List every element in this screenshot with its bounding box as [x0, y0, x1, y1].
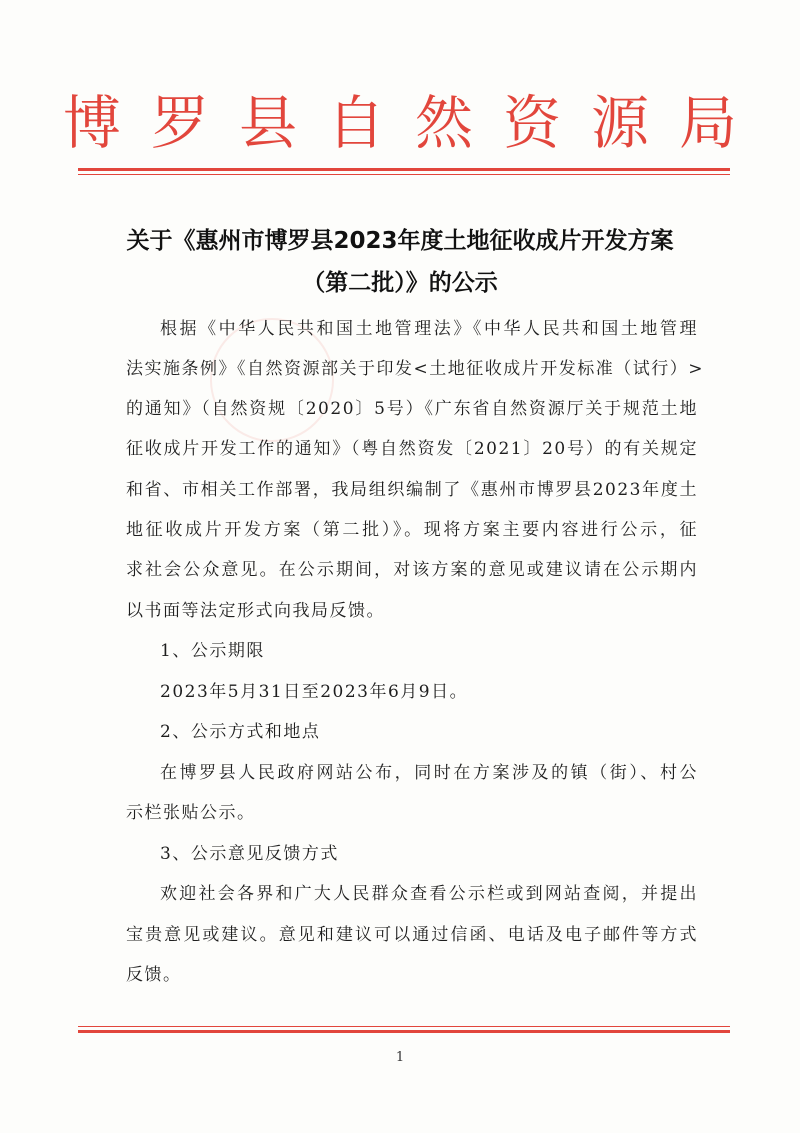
paragraph-4-line: 反馈。	[126, 965, 182, 985]
paragraph-1-line: 地征收成片开发方案（第二批）》。现将方案主要内容进行公示，征	[126, 520, 698, 540]
section-heading-3: 3、公示意见反馈方式	[160, 844, 339, 864]
footer-rule-thin	[78, 1026, 730, 1027]
paragraph-3-line: 示栏张贴公示。	[126, 803, 256, 823]
paragraph-1-line: 法实施条例》《自然资源部关于印发<土地征收成片开发标准（试行）>	[126, 359, 704, 379]
notice-period-text: 2023年5月31日至2023年6月9日。	[160, 682, 469, 702]
document-title-line-2: （第二批）》的公示	[302, 270, 498, 296]
paragraph-1-line: 和省、市相关工作部署，我局组织编制了《惠州市博罗县2023年度土	[126, 480, 698, 500]
paragraph-4-line: 欢迎社会各界和广大人民群众查看公示栏或到网站查阅，并提出	[160, 884, 698, 904]
footer-rule-thick	[78, 1030, 730, 1033]
letterhead-title: 博罗县自然资源局	[62, 89, 767, 157]
paragraph-1-line: 根据《中华人民共和国土地管理法》《中华人民共和国土地管理	[160, 319, 698, 339]
section-heading-2: 2、公示方式和地点	[160, 722, 321, 742]
paragraph-1-line: 征收成片开发工作的通知》（粤自然资发〔2021〕20号）的有关规定	[126, 439, 698, 459]
document-title-line-1: 关于《惠州市博罗县2023年度土地征收成片开发方案	[126, 228, 674, 254]
paragraph-4-line: 宝贵意见或建议。意见和建议可以通过信函、电话及电子邮件等方式	[126, 925, 698, 945]
paragraph-1-line: 的通知》（自然资规〔2020〕5号）《广东省自然资源厅关于规范土地	[126, 399, 698, 419]
paragraph-3-line: 在博罗县人民政府网站公布，同时在方案涉及的镇（街）、村公	[160, 763, 698, 783]
section-heading-1: 1、公示期限	[160, 641, 265, 661]
paragraph-1-line: 以书面等法定形式向我局反馈。	[126, 601, 385, 621]
page-number: 1	[395, 1050, 405, 1065]
paragraph-1-line: 求社会公众意见。在公示期间，对该方案的意见或建议请在公示期内	[126, 560, 698, 580]
